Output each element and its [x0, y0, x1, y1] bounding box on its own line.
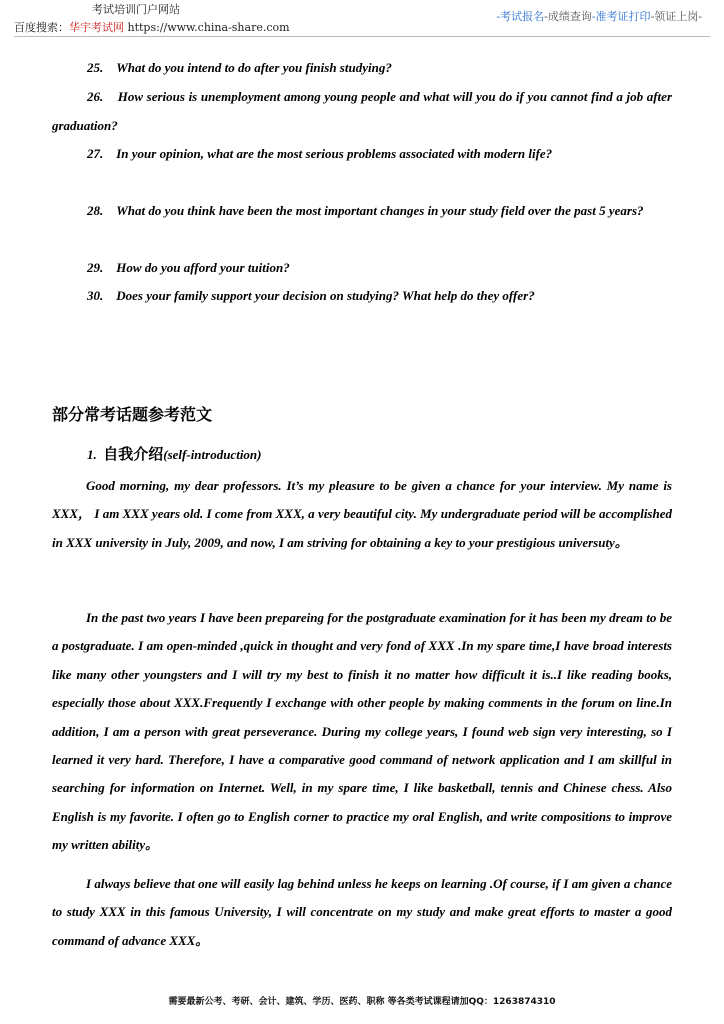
- subsection-title: 1. 自我介绍(self-introduction): [87, 445, 262, 463]
- paragraph-1: Good morning, my dear professors. It’s my pleasure to be given a chance for your interview. My name is XXX， I am XXX years old. I come from XXX, a very beautiful city. My undergraduate period will be accomplished in XXX university in July, 2009, and now, I am striving for obtaining a key to your prestigious universuty。: [52, 478, 672, 550]
- question-28: 28. What do you think have been the most important changes in your study field over the past 5 years?: [87, 203, 644, 218]
- question-27: 27. In your opinion, what are the most serious problems associated with modern life?: [87, 146, 553, 161]
- site-url[interactable]: https://www.china-share.com: [127, 21, 290, 34]
- question-26: 26. How serious is unemployment among young people and what will you do if you cannot find a job after graduation?: [52, 89, 672, 133]
- site-tagline: 考试培训门户网站: [92, 3, 180, 16]
- brand-link[interactable]: 华宇考试网: [69, 21, 124, 34]
- paragraph-3: I always believe that one will easily lag behind unless he keeps on learning .Of course, if I am given a chance to study XXX in this famous University, I will concentrate on my study and make great efforts to master a good command of advance XXX。: [52, 876, 672, 948]
- section-title: 部分常考话题参考范文: [52, 405, 213, 424]
- paragraph-2: In the past two years I have been prepareing for the postgraduate examination for it has been my dream to be a postgraduate. I am open-minded ,quick in thought and very fond of XXX .In my spare time,I have broad interests like many other youngsters and I will try my best to finish it no matter how difficult it is..I like reading books, especially those about XXX.Frequently I exchange with other people by making comments in the forum on line.In addition, I am a person with great perseverance. During my college years, I found web sign very interesting, so I learned it very hard. Therefore, I have a comparative good command of network application and I am skillful in searching for information on Internet. Well, in my spare time, I like basketball, tennis and Chinese chess. Also English is my favorite. I often go to English corner to practice my oral English, and write compositions to improve my written ability。: [52, 610, 672, 853]
- link-exam-signup[interactable]: -考试报名: [496, 10, 545, 23]
- header-divider: [14, 36, 710, 37]
- search-hint: [14, 21, 290, 34]
- header-links: [496, 10, 702, 23]
- question-25: 25. What do you intend to do after you finish studying?: [87, 60, 392, 75]
- link-score-query[interactable]: -成绩查询: [544, 10, 592, 23]
- footer-notice: 需要最新公考、考研、会计、建筑、学历、医药、职称 等各类考试课程请加QQ：1263874310: [168, 997, 556, 1007]
- question-30: 30. Does your family support your decision on studying? What help do they offer?: [87, 288, 535, 303]
- question-29: 29. How do you afford your tuition?: [87, 260, 290, 275]
- link-admit-print[interactable]: -准考证打印: [591, 10, 651, 23]
- search-label: 百度搜索：: [14, 21, 69, 34]
- link-certificate[interactable]: -领证上岗-: [650, 10, 702, 23]
